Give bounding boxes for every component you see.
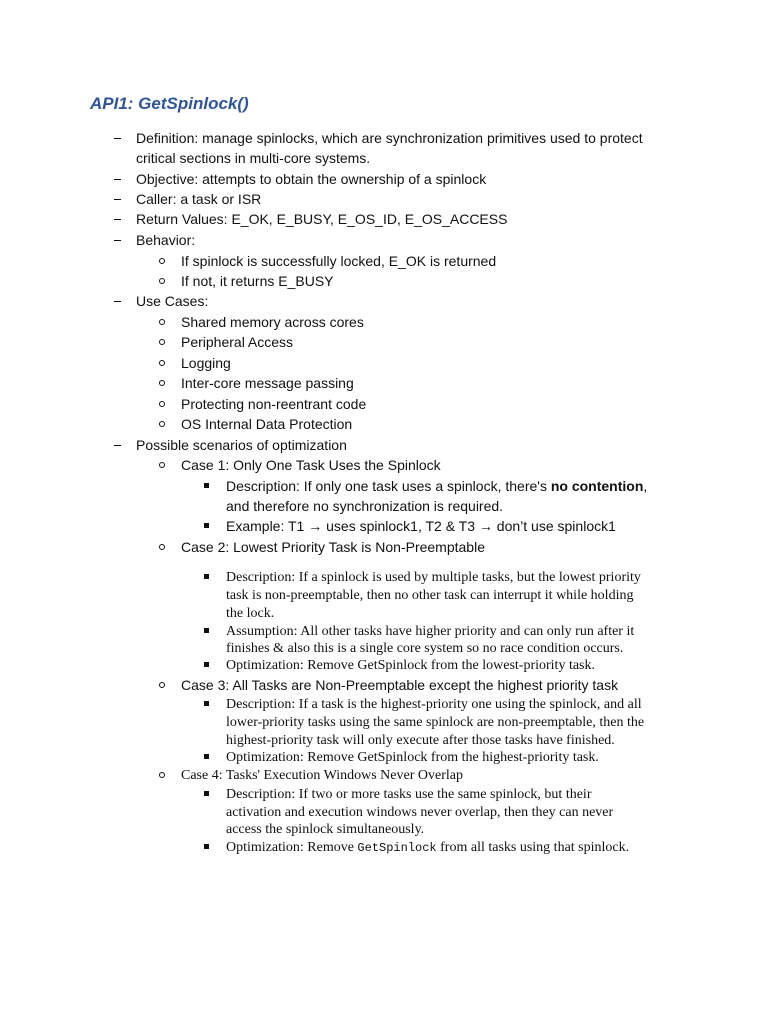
square-bullet <box>204 701 209 706</box>
circle-bullet <box>159 278 165 284</box>
case3-description-line: lower-priority tasks using the same spinlock are non-preemptable, then the <box>226 715 645 730</box>
case1-example: Example: T1 → uses spinlock1, T2 & T3 → don’t use spinlock1 <box>226 518 616 534</box>
code-getspinlock: GetSpinlock <box>357 841 437 855</box>
case2-description-line: the lock. <box>226 606 275 621</box>
circle-bullet <box>159 401 165 407</box>
case2-description-line: task is non-preemptable, then no other task can interrupt it while holding <box>226 588 634 603</box>
square-bullet <box>204 523 209 528</box>
circle-bullet <box>159 339 165 345</box>
use-cases-label: Use Cases: <box>136 293 209 309</box>
optimization-label: Possible scenarios of optimization <box>136 437 347 453</box>
dash-bullet <box>114 179 121 180</box>
square-bullet <box>204 574 209 579</box>
case3-description: Description: If a task is the highest-priority one using the spinlock, and all <box>226 697 642 712</box>
square-bullet <box>204 791 209 796</box>
circle-bullet <box>159 360 165 366</box>
case1-description: Description: If only one task uses a spinlock, there's no contention, <box>226 478 648 494</box>
case3-optimization: Optimization: Remove GetSpinlock from the highest-priority task. <box>226 750 599 765</box>
objective-text: Objective: attempts to obtain the ownership of a spinlock <box>136 171 487 187</box>
case4-title: Case 4: Tasks' Execution Windows Never Overlap <box>181 768 463 783</box>
dash-bullet <box>114 219 121 220</box>
case2-description: Description: If a spinlock is used by multiple tasks, but the lowest priority <box>226 570 641 585</box>
api-heading: API1: GetSpinlock() <box>90 94 249 113</box>
case2-assumption-line: finishes & also this is a single core system so no race condition occurs. <box>226 641 624 656</box>
dash-bullet <box>114 138 121 139</box>
case2-optimization: Optimization: Remove GetSpinlock from the lowest-priority task. <box>226 658 595 673</box>
square-bullet <box>204 844 209 849</box>
case1-description-line-2: and therefore no synchronization is required. <box>226 498 504 514</box>
circle-bullet <box>159 319 165 325</box>
behavior-item: If not, it returns E_BUSY <box>181 273 334 289</box>
dash-bullet <box>114 240 121 241</box>
case4-optimization: Optimization: Remove GetSpinlock from all tasks using that spinlock. <box>226 840 630 855</box>
return-values-text: Return Values: E_OK, E_BUSY, E_OS_ID, E_OS_ACCESS <box>136 211 508 227</box>
circle-bullet <box>159 772 165 778</box>
circle-bullet <box>159 544 165 550</box>
case2-assumption: Assumption: All other tasks have higher priority and can only run after it <box>226 624 635 639</box>
behavior-item: If spinlock is successfully locked, E_OK is returned <box>181 253 497 269</box>
caller-text: Caller: a task or ISR <box>136 191 262 207</box>
use-case-item: Inter-core message passing <box>181 375 354 391</box>
definition-line-1: Definition: manage spinlocks, which are synchronization primitives used to protect <box>136 130 643 146</box>
circle-bullet <box>159 421 165 427</box>
arrow-right-icon: → <box>478 518 493 534</box>
no-contention-emphasis: no contention <box>550 478 644 494</box>
case3-description-line: highest-priority task will only execute after those tasks have finished. <box>226 733 615 748</box>
square-bullet <box>204 628 209 633</box>
dash-bullet <box>114 199 121 200</box>
use-case-item: Protecting non-reentrant code <box>181 396 367 412</box>
circle-bullet <box>159 258 165 264</box>
square-bullet <box>204 483 209 488</box>
square-bullet <box>204 754 209 759</box>
dash-bullet <box>114 301 121 302</box>
case3-title: Case 3: All Tasks are Non-Preemptable except the highest priority task <box>181 677 619 693</box>
square-bullet <box>204 662 209 667</box>
case2-title: Case 2: Lowest Priority Task is Non-Preemptable <box>181 539 485 555</box>
case4-description: Description: If two or more tasks use the same spinlock, but their <box>226 787 592 802</box>
use-case-item: OS Internal Data Protection <box>181 416 353 432</box>
case4-description-line: activation and execution windows never overlap, then they can never <box>226 805 614 820</box>
behavior-label: Behavior: <box>136 232 196 248</box>
arrow-right-icon: → <box>308 518 323 534</box>
dash-bullet <box>114 445 121 446</box>
case1-title: Case 1: Only One Task Uses the Spinlock <box>181 457 441 473</box>
use-case-item: Shared memory across cores <box>181 314 364 330</box>
circle-bullet <box>159 380 165 386</box>
use-case-item: Logging <box>181 355 231 371</box>
case4-description-line: access the spinlock simultaneously. <box>226 822 425 837</box>
use-case-item: Peripheral Access <box>181 334 294 350</box>
definition-line-2: critical sections in multi-core systems. <box>136 150 371 166</box>
circle-bullet <box>159 462 165 468</box>
circle-bullet <box>159 682 165 688</box>
